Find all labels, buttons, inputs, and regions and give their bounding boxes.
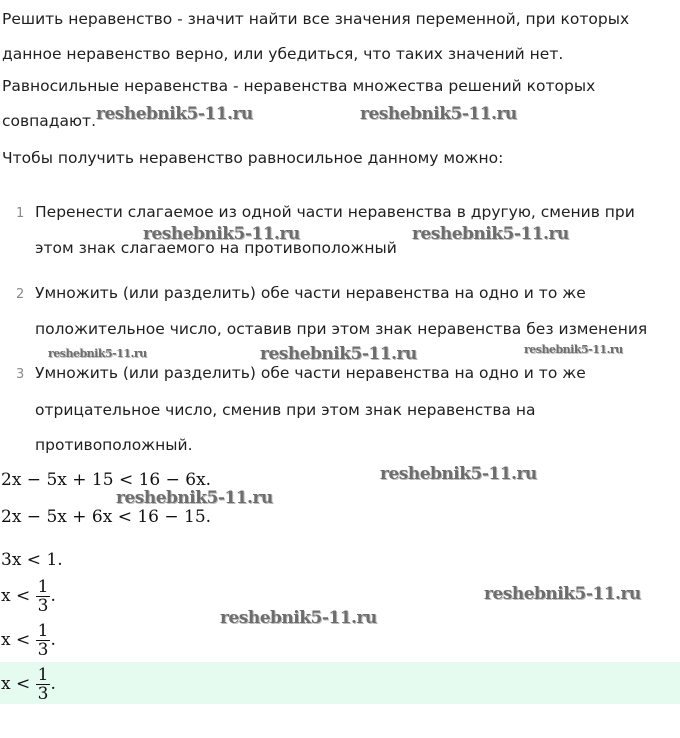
watermark: reshebnik5-11.ru: [260, 344, 417, 364]
watermark: reshebnik5-11.ru: [360, 104, 517, 124]
list-item-text: Умножить (или разделить) обе части неравенства на одно и то же: [35, 364, 586, 382]
definition-paragraph-line-1: Равносильные неравенства - неравенства множества решений которых: [2, 77, 596, 95]
watermark: reshebnik5-11.ru: [48, 347, 147, 360]
list-item-number: 2: [16, 287, 25, 302]
rules-intro: Чтобы получить неравенство равносильное данному можно:: [2, 149, 504, 167]
watermark: reshebnik5-11.ru: [380, 464, 537, 484]
equation-period: .: [50, 674, 56, 694]
equation-5: [1, 622, 56, 659]
list-item-text: Умножить (или разделить) обе части неравенства на одно и то же: [35, 284, 586, 302]
equation-lhs: x <: [1, 630, 31, 650]
fraction-denominator: 3: [37, 684, 49, 704]
watermark: reshebnik5-11.ru: [220, 608, 377, 628]
fraction-denominator: 3: [37, 640, 49, 660]
equation-3: 3x < 1.: [1, 550, 63, 570]
equation-lhs: x <: [1, 586, 31, 606]
watermark: reshebnik5-11.ru: [143, 224, 300, 244]
list-item-number: 3: [16, 367, 25, 382]
list-item-text: отрицательное число, сменив при этом знак неравенства на: [35, 401, 536, 419]
watermark: reshebnik5-11.ru: [412, 224, 569, 244]
answer-equation: [1, 666, 56, 703]
list-item-number: 1: [16, 206, 25, 221]
equation-period: .: [50, 630, 56, 650]
fraction: [36, 578, 51, 615]
watermark: reshebnik5-11.ru: [484, 584, 641, 604]
fraction-numerator: 1: [37, 665, 49, 685]
fraction-denominator: 3: [37, 596, 49, 616]
intro-paragraph-line-1: Решить неравенство - значит найти все значения переменной, при которых: [2, 10, 630, 28]
intro-paragraph-line-2: данное неравенство верно, или убедиться, что таких значений нет.: [2, 45, 564, 63]
fraction-numerator: 1: [37, 621, 49, 641]
list-item-text: положительное число, оставив при этом знак неравенства без изменения: [35, 320, 648, 338]
definition-paragraph-line-2: совпадают.: [2, 112, 96, 130]
watermark: reshebnik5-11.ru: [524, 343, 623, 356]
equation-lhs: x <: [1, 674, 31, 694]
equation-1: 2x − 5x + 15 < 16 − 6x.: [1, 470, 212, 490]
fraction: [36, 622, 51, 659]
watermark: reshebnik5-11.ru: [96, 104, 253, 124]
equation-4: [1, 578, 56, 615]
fraction: [36, 666, 51, 703]
equation-2: 2x − 5x + 6x < 16 − 15.: [1, 507, 212, 527]
answer-highlight: [0, 662, 680, 704]
fraction-numerator: 1: [37, 577, 49, 597]
list-item-text: противоположный.: [35, 436, 193, 454]
list-item-text: Перенести слагаемое из одной части неравенства в другую, сменив при: [35, 203, 635, 221]
list-item-text: этом знак слагаемого на противоположный: [35, 239, 397, 257]
watermark: reshebnik5-11.ru: [116, 488, 273, 508]
equation-period: .: [50, 586, 56, 606]
